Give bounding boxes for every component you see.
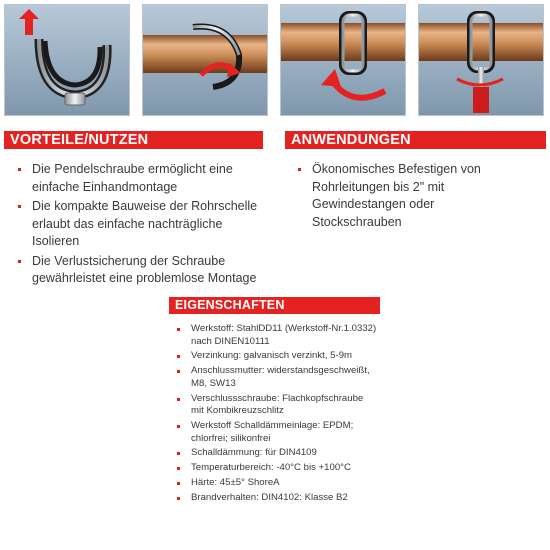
list-item: Die Verlustsicherung der Schraube gewährleistet eine problemlose Montage — [18, 253, 268, 288]
list-item: Temperaturbereich: -40°C bis +100°C — [177, 462, 377, 475]
product-image-4 — [418, 4, 544, 116]
anwendungen-title: ANWENDUNGEN — [291, 132, 411, 148]
eigenschaften-list — [177, 323, 377, 507]
list-item: Werkstoff: StahlDD11 (Werkstoff-Nr.1.0332) nach DINEN10111 — [177, 323, 377, 348]
vorteile-list — [18, 161, 268, 290]
list-item: Ökonomisches Befestigen von Rohrleitungen bis 2" mit Gewindestangen oder Stockschrauben — [298, 161, 518, 231]
product-image-2 — [142, 4, 268, 116]
list-item: Werkstoff Schalldämmeinlage: EPDM; chlorfrei; silikonfrei — [177, 420, 377, 445]
eigenschaften-banner — [169, 297, 380, 314]
list-item: Die kompakte Bauweise der Rohrschelle erlaubt das einfache nachträgliche Isolieren — [18, 198, 268, 251]
list-item: Anschlussmutter: widerstandsgeschweißt, M8, SW13 — [177, 365, 377, 390]
list-item: Brandverhalten: DIN4102: Klasse B2 — [177, 492, 377, 505]
vorteile-title: VORTEILE/NUTZEN — [10, 132, 149, 148]
list-item: Härte: 45±5° ShoreA — [177, 477, 377, 490]
vorteile-banner — [4, 131, 263, 149]
anwendungen-banner — [285, 131, 546, 149]
anwendungen-list — [298, 161, 518, 233]
product-image-3 — [280, 4, 406, 116]
list-item: Verzinkung: galvanisch verzinkt, 5-9m — [177, 350, 377, 363]
list-item: Die Pendelschraube ermöglicht eine einfache Einhandmontage — [18, 161, 268, 196]
eigenschaften-title: EIGENSCHAFTEN — [175, 298, 285, 312]
product-image-1 — [4, 4, 130, 116]
list-item: Schalldämmung: für DIN4109 — [177, 447, 377, 460]
list-item: Verschlussschraube: Flachkopfschraube mit Kombikreuzschlitz — [177, 393, 377, 418]
